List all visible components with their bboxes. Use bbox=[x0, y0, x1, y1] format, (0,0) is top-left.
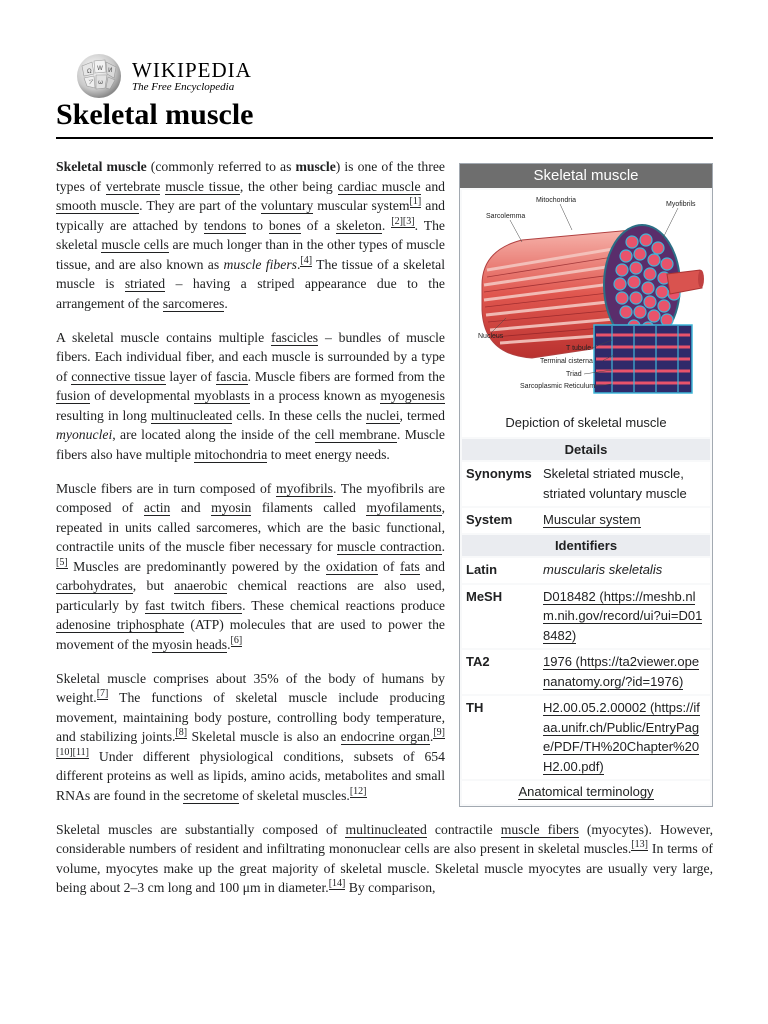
infobox-row-th bbox=[462, 696, 710, 779]
svg-text:Ω: Ω bbox=[87, 68, 92, 75]
text: and bbox=[419, 558, 445, 574]
text: . Muscle fibers also have multiple bbox=[56, 427, 445, 462]
link-voluntary[interactable]: voluntary bbox=[260, 198, 314, 213]
citation-link[interactable]: [12] bbox=[349, 785, 367, 797]
italic-term: myonuclei bbox=[56, 427, 113, 442]
text: resulting in long bbox=[56, 407, 151, 423]
link-oxidation[interactable]: oxidation bbox=[325, 558, 378, 574]
citation-link[interactable]: [5] bbox=[56, 556, 68, 568]
infobox-key: TH bbox=[466, 700, 484, 715]
text: . bbox=[296, 256, 301, 272]
infobox-key: TA2 bbox=[466, 654, 490, 669]
text: of a bbox=[300, 217, 337, 233]
infobox-identifiers-header: Identifiers bbox=[462, 535, 710, 557]
bold-term: Skeletal muscle bbox=[56, 159, 147, 174]
svg-text:ア: ア bbox=[88, 79, 95, 86]
muscle-diagram-illustration bbox=[462, 190, 710, 412]
label-terminal-cisterna: Terminal cisterna bbox=[540, 358, 593, 365]
link-muscle-cells[interactable]: muscle cells bbox=[101, 237, 169, 252]
link-myoblasts[interactable]: myoblasts bbox=[194, 388, 250, 403]
text: Muscles are predominantly powered by the bbox=[67, 558, 326, 574]
label-t-tubule: T tubule bbox=[566, 345, 592, 352]
text: , are located along the inside of the bbox=[112, 427, 315, 442]
link-muscle-contraction[interactable]: muscle contraction bbox=[336, 539, 442, 554]
label-nucleus: Nucleus bbox=[478, 333, 504, 340]
ta2-link[interactable]: 1976 (https://ta2viewer.openanatomy.org/?id=1976) bbox=[543, 654, 700, 689]
text: . bbox=[381, 217, 392, 233]
text: Skeletal muscles are substantially composed of bbox=[56, 821, 346, 837]
wikipedia-tagline: The Free Encyclopedia bbox=[132, 80, 235, 93]
text: and bbox=[170, 500, 212, 515]
citation-link[interactable]: [8] bbox=[175, 727, 188, 738]
muscular-system-link[interactable]: Muscular system bbox=[543, 512, 641, 527]
link-anaerobic[interactable]: anaerobic bbox=[174, 578, 228, 593]
link-muscle-tissue[interactable]: muscle tissue bbox=[165, 178, 240, 194]
text: ) is one of the three types of bbox=[56, 159, 445, 194]
svg-text:W: W bbox=[97, 65, 103, 72]
link-endocrine-organ[interactable]: endocrine organ bbox=[340, 729, 430, 744]
infobox-row-mesh bbox=[462, 585, 710, 649]
infobox-row-system bbox=[462, 508, 710, 533]
paragraph-composition bbox=[56, 820, 713, 898]
link-multinucleated[interactable]: multinucleated bbox=[150, 407, 233, 423]
citation-link[interactable]: [6] bbox=[230, 634, 243, 646]
link-tendons[interactable]: tendons bbox=[203, 217, 247, 233]
link-myosin[interactable]: myosin bbox=[211, 500, 252, 515]
link-fats[interactable]: fats bbox=[399, 558, 420, 574]
citation-link[interactable]: [9] bbox=[433, 727, 445, 738]
th-link[interactable]: H2.00.05.2.00002 (https://ifaa.unifr.ch/Public/EntryPage/PDF/TH%20Chapter%20H2.00.pdf) bbox=[543, 700, 700, 774]
text: filaments called bbox=[251, 500, 367, 515]
link-fascia[interactable]: fascia bbox=[215, 368, 248, 384]
text: Skeletal muscle comprises about 35% of the body of humans by weight. bbox=[56, 670, 445, 705]
text: In terms of volume, myocytes make up the great majority of skeletal muscle. Skeletal muscle myocytes are usually very large, being about 2–3 cm long and 100 μm in diameter. bbox=[56, 841, 713, 895]
infobox-row-ta2 bbox=[462, 650, 710, 694]
infobox-row-latin bbox=[462, 558, 710, 583]
link-adenosine-triphosphate[interactable]: adenosine triphosphate bbox=[56, 617, 185, 632]
citation-link[interactable]: [14] bbox=[328, 878, 346, 889]
svg-text:И: И bbox=[108, 67, 113, 74]
citation-link[interactable]: [1] bbox=[409, 196, 422, 207]
link-cell-membrane[interactable]: cell membrane bbox=[314, 427, 397, 442]
text: muscular system bbox=[313, 198, 410, 213]
text: of developmental bbox=[90, 388, 195, 403]
sarcomere-detail bbox=[594, 325, 692, 393]
link-vertebrate[interactable]: vertebrate bbox=[105, 178, 161, 194]
link-cardiac-muscle[interactable]: cardiac muscle bbox=[337, 178, 421, 194]
citation-link[interactable]: [3] bbox=[402, 215, 415, 227]
infobox-key: MeSH bbox=[466, 588, 503, 604]
text: – having a striped appearance due to the arrangement of the bbox=[56, 276, 445, 311]
link-fascicles[interactable]: fascicles bbox=[271, 329, 319, 345]
anatomical-terminology-link[interactable]: Anatomical terminology bbox=[518, 784, 654, 799]
citation-link[interactable]: [11] bbox=[72, 746, 89, 758]
link-striated[interactable]: striated bbox=[124, 276, 166, 291]
text: (ATP) molecules that are used to power the movement of the bbox=[56, 617, 445, 652]
wikipedia-wordmark: WIKIPEDIA bbox=[132, 57, 252, 82]
infobox-key: Synonyms bbox=[466, 466, 532, 481]
link-smooth-muscle[interactable]: smooth muscle bbox=[56, 198, 140, 213]
text: are much longer than in the other types of muscle tissue, and are also known as bbox=[56, 237, 445, 272]
link-fusion[interactable]: fusion bbox=[56, 388, 91, 403]
wikipedia-globe-icon bbox=[74, 52, 124, 100]
text: to meet energy needs. bbox=[267, 446, 390, 462]
infobox bbox=[459, 163, 713, 807]
text: cells. In these cells the bbox=[232, 407, 367, 423]
text: layer of bbox=[165, 368, 216, 384]
text: . The myofibrils are composed of bbox=[56, 480, 445, 515]
link-carbohydrates[interactable]: carbohydrates bbox=[56, 578, 133, 593]
text: The functions of skeletal muscle include producing movement, maintaining body posture, controlling body temperature, and stabilizing joints. bbox=[56, 690, 445, 744]
text: , termed bbox=[399, 407, 445, 423]
text: contractile bbox=[426, 821, 501, 837]
infobox-key: Latin bbox=[466, 562, 498, 577]
link-fast-twitch-fibers[interactable]: fast twitch fibers bbox=[144, 597, 243, 613]
page-title: Skeletal muscle bbox=[56, 98, 254, 131]
label-sarcoplasmic-reticulum: Sarcoplasmic Reticulum bbox=[520, 383, 596, 390]
link-nuclei[interactable]: nuclei bbox=[366, 407, 400, 423]
text: . Muscle fibers are formed from the bbox=[247, 368, 445, 384]
text: . bbox=[429, 729, 434, 744]
text: . bbox=[441, 539, 445, 554]
link-sarcomeres[interactable]: sarcomeres bbox=[162, 295, 225, 311]
text: chemical reactions are also used, particularly by bbox=[56, 578, 445, 613]
label-mitochondria: Mitochondria bbox=[536, 197, 577, 204]
text: , the other being bbox=[239, 178, 338, 194]
text: of bbox=[377, 558, 400, 574]
link-myosin-heads[interactable]: myosin heads bbox=[152, 636, 228, 652]
link-myofibrils[interactable]: myofibrils bbox=[275, 480, 333, 496]
wikipedia-logo[interactable] bbox=[74, 52, 252, 100]
citation-link[interactable]: [13] bbox=[631, 839, 648, 850]
link-connective-tissue[interactable]: connective tissue bbox=[71, 368, 166, 384]
text: Muscle fibers are in turn composed of bbox=[56, 480, 276, 496]
label-triad: Triad bbox=[566, 371, 582, 378]
link-skeleton[interactable]: skeleton bbox=[336, 217, 382, 233]
text: in a process known as bbox=[249, 388, 381, 403]
link-mitochondria[interactable]: mitochondria bbox=[194, 446, 268, 462]
text: (myocytes). However, considerable numbers of resident and infiltrating mononuclear cells are also present in skeletal muscles. bbox=[56, 821, 713, 856]
text: Under different physiological conditions, subsets of 654 different proteins as well as lipids, amino acids, metabolites and small RNAs are found in the bbox=[56, 748, 445, 803]
italic-term: muscle fibers bbox=[223, 256, 297, 272]
infobox-key: System bbox=[466, 512, 513, 527]
text: . These chemical reactions produce bbox=[242, 597, 445, 613]
text: and bbox=[420, 178, 446, 194]
infobox-caption: Depiction of skeletal muscle bbox=[462, 412, 710, 437]
text: – bundles of muscle fibers. Each individual fiber, and each muscle is surrounded by a type of bbox=[56, 329, 445, 384]
citation-link[interactable]: [2] bbox=[391, 215, 403, 227]
article-body bbox=[56, 157, 713, 912]
title-divider bbox=[56, 137, 713, 139]
link-muscle-fibers[interactable]: muscle fibers bbox=[500, 821, 579, 837]
infobox-row-synonyms bbox=[462, 462, 710, 506]
bold-term: muscle bbox=[295, 159, 336, 174]
infobox-title: Skeletal muscle bbox=[460, 164, 712, 188]
text: . They are part of the bbox=[139, 198, 261, 213]
citation-link[interactable]: [4] bbox=[300, 254, 313, 266]
link-secretome[interactable]: secretome bbox=[183, 787, 239, 803]
text: A skeletal muscle contains multiple bbox=[56, 329, 272, 345]
text: By comparison, bbox=[345, 880, 436, 895]
text: . bbox=[227, 636, 231, 652]
infobox-image[interactable] bbox=[462, 190, 710, 412]
label-sarcolemma: Sarcolemma bbox=[486, 213, 526, 220]
citation-link[interactable]: [7] bbox=[96, 688, 109, 699]
link-actin[interactable]: actin bbox=[143, 500, 171, 515]
link-multinucleated-2[interactable]: multinucleated bbox=[345, 821, 427, 837]
text: , repeated in units called sarcomeres, which are the basic functional, contractile units of the muscle fiber necessary for bbox=[56, 500, 446, 554]
text: of skeletal muscles. bbox=[238, 787, 350, 803]
infobox-value: Skeletal striated muscle, striated voluntary muscle bbox=[543, 466, 687, 501]
link-myogenesis[interactable]: myogenesis bbox=[380, 388, 445, 403]
link-myofilaments[interactable]: myofilaments bbox=[366, 500, 442, 515]
svg-text:ω: ω bbox=[98, 79, 104, 86]
text: . The skeletal bbox=[56, 217, 445, 252]
text: . bbox=[224, 295, 228, 311]
link-bones[interactable]: bones bbox=[268, 217, 301, 233]
text: , but bbox=[132, 578, 175, 593]
infobox-value: muscularis skeletalis bbox=[543, 562, 663, 577]
label-myofibrils: Myofibrils bbox=[666, 201, 696, 208]
text: Skeletal muscle is also an bbox=[187, 729, 341, 744]
text: (commonly referred to as bbox=[146, 159, 296, 174]
citation-link[interactable]: [10] bbox=[56, 746, 73, 758]
text: The tissue of a skeletal muscle is bbox=[56, 256, 446, 291]
infobox-details-header: Details bbox=[462, 439, 710, 461]
text: and typically are attached by bbox=[56, 198, 446, 233]
text: to bbox=[246, 217, 269, 233]
mesh-link[interactable]: D018482 (https://meshb.nlm.nih.gov/record/ui?ui=D018482) bbox=[543, 588, 703, 643]
